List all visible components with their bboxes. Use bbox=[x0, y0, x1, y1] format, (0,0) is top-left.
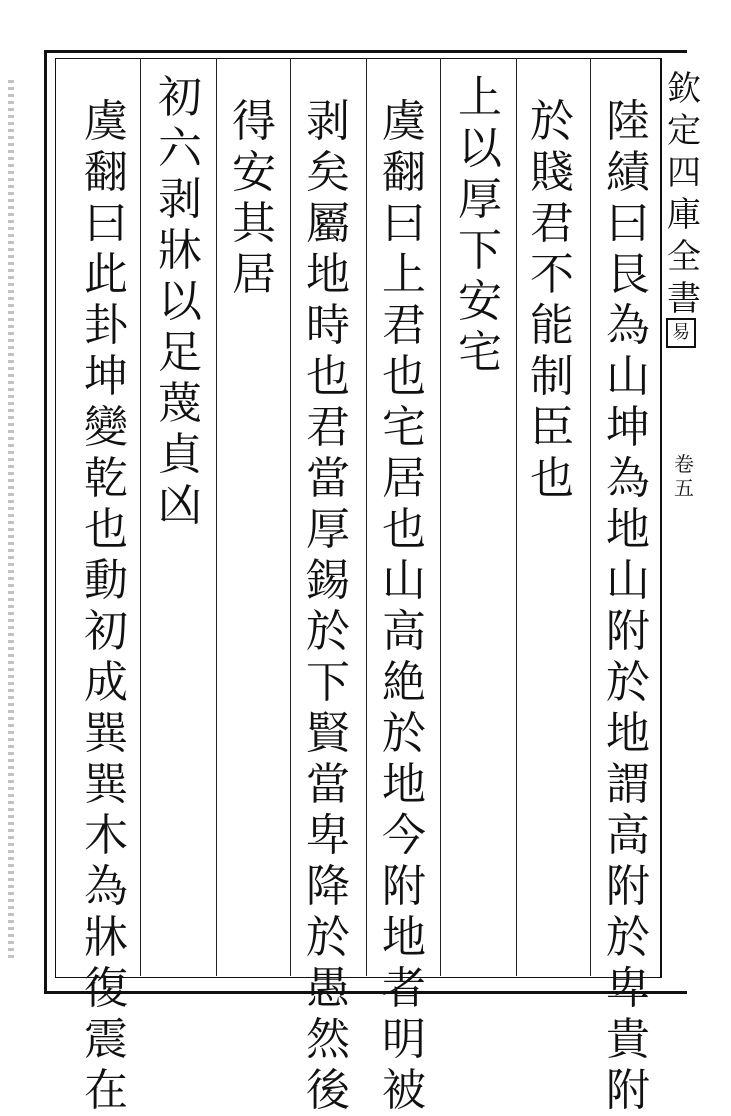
character: 附 bbox=[382, 861, 426, 912]
character: 為 bbox=[606, 300, 650, 351]
character: 曰 bbox=[382, 198, 426, 249]
character: 卦 bbox=[84, 300, 128, 351]
character: 欽 bbox=[667, 69, 701, 109]
character: 成 bbox=[84, 657, 128, 708]
character: 庫 bbox=[667, 195, 701, 235]
character: 在 bbox=[84, 1065, 128, 1116]
character: 愚 bbox=[306, 963, 350, 1014]
character: 者 bbox=[382, 963, 426, 1014]
character: 地 bbox=[606, 504, 650, 555]
character: 得 bbox=[232, 96, 276, 147]
character: 賤 bbox=[530, 147, 574, 198]
character: 翻 bbox=[84, 147, 128, 198]
character: 巽 bbox=[84, 708, 128, 759]
character: 君 bbox=[306, 402, 350, 453]
character: 曰 bbox=[606, 198, 650, 249]
character: 坤 bbox=[606, 402, 650, 453]
character: 能 bbox=[530, 300, 574, 351]
character: 矣 bbox=[306, 147, 350, 198]
character: 明 bbox=[382, 1014, 426, 1065]
character: 復 bbox=[84, 963, 128, 1014]
column-divider bbox=[290, 58, 291, 976]
column-divider bbox=[366, 58, 367, 976]
column-divider bbox=[216, 58, 217, 976]
character: 安 bbox=[458, 276, 502, 327]
character: 於 bbox=[530, 96, 574, 147]
character: 變 bbox=[84, 402, 128, 453]
character: 木 bbox=[84, 810, 128, 861]
column-divider bbox=[440, 58, 441, 976]
character: 牀 bbox=[84, 912, 128, 963]
column-divider bbox=[140, 58, 141, 976]
character: 貴 bbox=[606, 1014, 650, 1065]
character: 君 bbox=[530, 198, 574, 249]
character: 宅 bbox=[382, 402, 426, 453]
character: 居 bbox=[232, 249, 276, 300]
character: 卑 bbox=[606, 963, 650, 1014]
margin-rule bbox=[660, 58, 662, 978]
character: 下 bbox=[458, 225, 502, 276]
character: 地 bbox=[382, 759, 426, 810]
character: 也 bbox=[530, 453, 574, 504]
text-column bbox=[524, 96, 580, 504]
character: 陸 bbox=[606, 96, 650, 147]
character: 時 bbox=[306, 300, 350, 351]
character: 績 bbox=[606, 147, 650, 198]
text-column bbox=[78, 96, 134, 1116]
character: 定 bbox=[667, 111, 701, 151]
section-seal: 易 bbox=[666, 318, 696, 348]
character: 五 bbox=[674, 476, 694, 500]
character: 翻 bbox=[382, 147, 426, 198]
character: 蔑 bbox=[158, 378, 202, 429]
page-edge bbox=[8, 80, 14, 960]
character: 附 bbox=[606, 1065, 650, 1116]
character: 高 bbox=[606, 810, 650, 861]
character: 也 bbox=[382, 504, 426, 555]
character: 地 bbox=[382, 912, 426, 963]
character: 山 bbox=[606, 555, 650, 606]
character: 凶 bbox=[158, 480, 202, 531]
character: 附 bbox=[606, 606, 650, 657]
margin-title bbox=[664, 68, 704, 320]
character: 初 bbox=[84, 606, 128, 657]
character: 虞 bbox=[382, 96, 426, 147]
character: 此 bbox=[84, 249, 128, 300]
character: 其 bbox=[232, 198, 276, 249]
character: 曰 bbox=[84, 198, 128, 249]
character: 以 bbox=[458, 123, 502, 174]
character: 附 bbox=[606, 861, 650, 912]
character: 艮 bbox=[606, 249, 650, 300]
character: 牀 bbox=[158, 225, 202, 276]
character: 於 bbox=[306, 606, 350, 657]
character: 厚 bbox=[458, 174, 502, 225]
character: 於 bbox=[306, 912, 350, 963]
character: 以 bbox=[158, 276, 202, 327]
text-column bbox=[300, 96, 356, 1116]
character: 於 bbox=[382, 708, 426, 759]
character: 足 bbox=[158, 327, 202, 378]
character: 高 bbox=[382, 606, 426, 657]
character: 虞 bbox=[84, 96, 128, 147]
character: 書 bbox=[667, 279, 701, 319]
character: 上 bbox=[458, 72, 502, 123]
character: 君 bbox=[382, 300, 426, 351]
character: 巽 bbox=[84, 759, 128, 810]
character: 臣 bbox=[530, 402, 574, 453]
character: 賢 bbox=[306, 708, 350, 759]
character: 被 bbox=[382, 1065, 426, 1116]
character: 為 bbox=[84, 861, 128, 912]
character: 當 bbox=[306, 453, 350, 504]
character: 地 bbox=[606, 708, 650, 759]
text-column bbox=[376, 96, 432, 1116]
character: 然 bbox=[306, 1014, 350, 1065]
character: 卑 bbox=[306, 810, 350, 861]
character: 剥 bbox=[306, 96, 350, 147]
character: 也 bbox=[84, 504, 128, 555]
character: 坤 bbox=[84, 351, 128, 402]
text-column bbox=[226, 96, 282, 300]
character: 絶 bbox=[382, 657, 426, 708]
character: 於 bbox=[606, 657, 650, 708]
character: 六 bbox=[158, 123, 202, 174]
character: 上 bbox=[382, 249, 426, 300]
character: 屬 bbox=[306, 198, 350, 249]
text-column bbox=[452, 72, 508, 378]
character: 謂 bbox=[606, 759, 650, 810]
character: 錫 bbox=[306, 555, 350, 606]
character: 宅 bbox=[458, 327, 502, 378]
character: 剥 bbox=[158, 174, 202, 225]
character: 降 bbox=[306, 861, 350, 912]
juan-label bbox=[664, 452, 704, 500]
character: 後 bbox=[306, 1065, 350, 1116]
character: 也 bbox=[306, 351, 350, 402]
text-column bbox=[152, 72, 208, 531]
character: 山 bbox=[382, 555, 426, 606]
character: 於 bbox=[606, 912, 650, 963]
character: 四 bbox=[667, 153, 701, 193]
character: 卷 bbox=[674, 452, 694, 476]
character: 乾 bbox=[84, 453, 128, 504]
character: 地 bbox=[306, 249, 350, 300]
character: 今 bbox=[382, 810, 426, 861]
character: 震 bbox=[84, 1014, 128, 1065]
character: 制 bbox=[530, 351, 574, 402]
character: 居 bbox=[382, 453, 426, 504]
character: 貞 bbox=[158, 429, 202, 480]
character: 當 bbox=[306, 759, 350, 810]
character: 全 bbox=[667, 237, 701, 277]
character: 初 bbox=[158, 72, 202, 123]
column-divider bbox=[516, 58, 517, 976]
character: 也 bbox=[382, 351, 426, 402]
character: 不 bbox=[530, 249, 574, 300]
character: 下 bbox=[306, 657, 350, 708]
character: 動 bbox=[84, 555, 128, 606]
character: 厚 bbox=[306, 504, 350, 555]
column-divider bbox=[590, 58, 591, 976]
text-column bbox=[600, 96, 656, 1116]
character: 為 bbox=[606, 453, 650, 504]
character: 安 bbox=[232, 147, 276, 198]
character: 山 bbox=[606, 351, 650, 402]
